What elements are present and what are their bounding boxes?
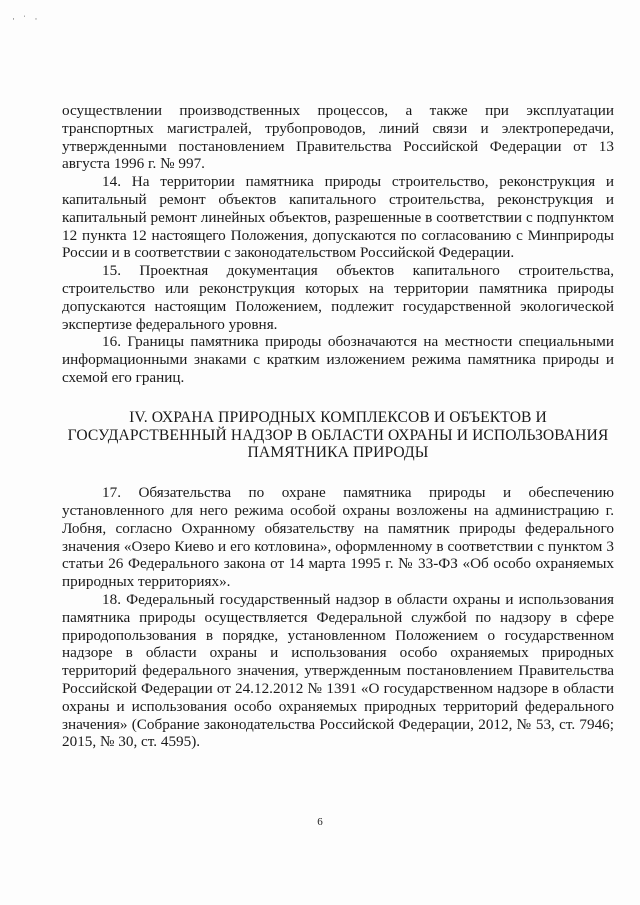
section-heading-line-1: IV. ОХРАНА ПРИРОДНЫХ КОМПЛЕКСОВ И ОБЪЕКТОВ И — [129, 408, 547, 426]
paragraph-continuation: осуществлении производственных процессов, а также при эксплуатации транспортных магистралей, трубопроводов, линий связи и электропередачи, утвержденными постановлением Правительства Российской Федерации от 13 августа 1996 г. № 997. — [62, 102, 614, 173]
scan-artifact: · ˈ · — [12, 14, 41, 24]
paragraph-17: 17. Обязательства по охране памятника природы и обеспечению установленного для него режима особой охраны возложены на администрацию г. Лобня, согласно Охранному обязательству на памятник природы федерального значения «Озеро Киево и его котловина», оформленному в соответствии с пунктом 3 статьи 26 Федерального закона от 14 марта 1995 г. № 33-ФЗ «Об особо охраняемых природных территориях». — [62, 484, 614, 591]
section-heading-line-2: ГОСУДАРСТВЕННЫЙ НАДЗОР В ОБЛАСТИ ОХРАНЫ И ИСПОЛЬЗОВАНИЯ — [67, 426, 609, 444]
document-body — [62, 102, 614, 751]
paragraph-18: 18. Федеральный государственный надзор в области охраны и использования памятника природы осуществляется Федеральной службой по надзору в сфере природопользования в порядке, установленном Положением о государственном надзоре в области охраны и использования особо охраняемых природных территорий федерального значения, утвержденным постановлением Правительства Российской Федерации от 24.12.2012 № 1391 «О государственном надзоре в области охраны и использования особо охраняемых природных территорий федерального значения» (Собрание законодательства Российской Федерации, 2012, № 53, ст. 7946; 2015, № 30, ст. 4595). — [62, 590, 614, 751]
paragraph-15: 15. Проектная документация объектов капитального строительства, строительство или реконструкция которых на территории памятника природы допускаются настоящим Положением, подлежит государственной экологической экспертизе федерального уровня. — [62, 262, 614, 333]
section-heading-line-3: ПАМЯТНИКА ПРИРОДЫ — [247, 444, 429, 462]
section-heading — [62, 409, 614, 462]
paragraph-14: 14. На территории памятника природы строительство, реконструкция и капитальный ремонт объектов капитального строительства, реконструкция и капитальный ремонт линейных объектов, разрешенные в соответствии с подпунктом 12 пункта 12 настоящего Положения, допускаются по согласованию с Минприроды России и в соответствии с законодательством Российской Федерации. — [62, 173, 614, 262]
page-number: 6 — [317, 816, 323, 828]
paragraph-16: 16. Границы памятника природы обозначаются на местности специальными информационными знаками с кратким изложением режима памятника природы и схемой его границ. — [62, 333, 614, 386]
